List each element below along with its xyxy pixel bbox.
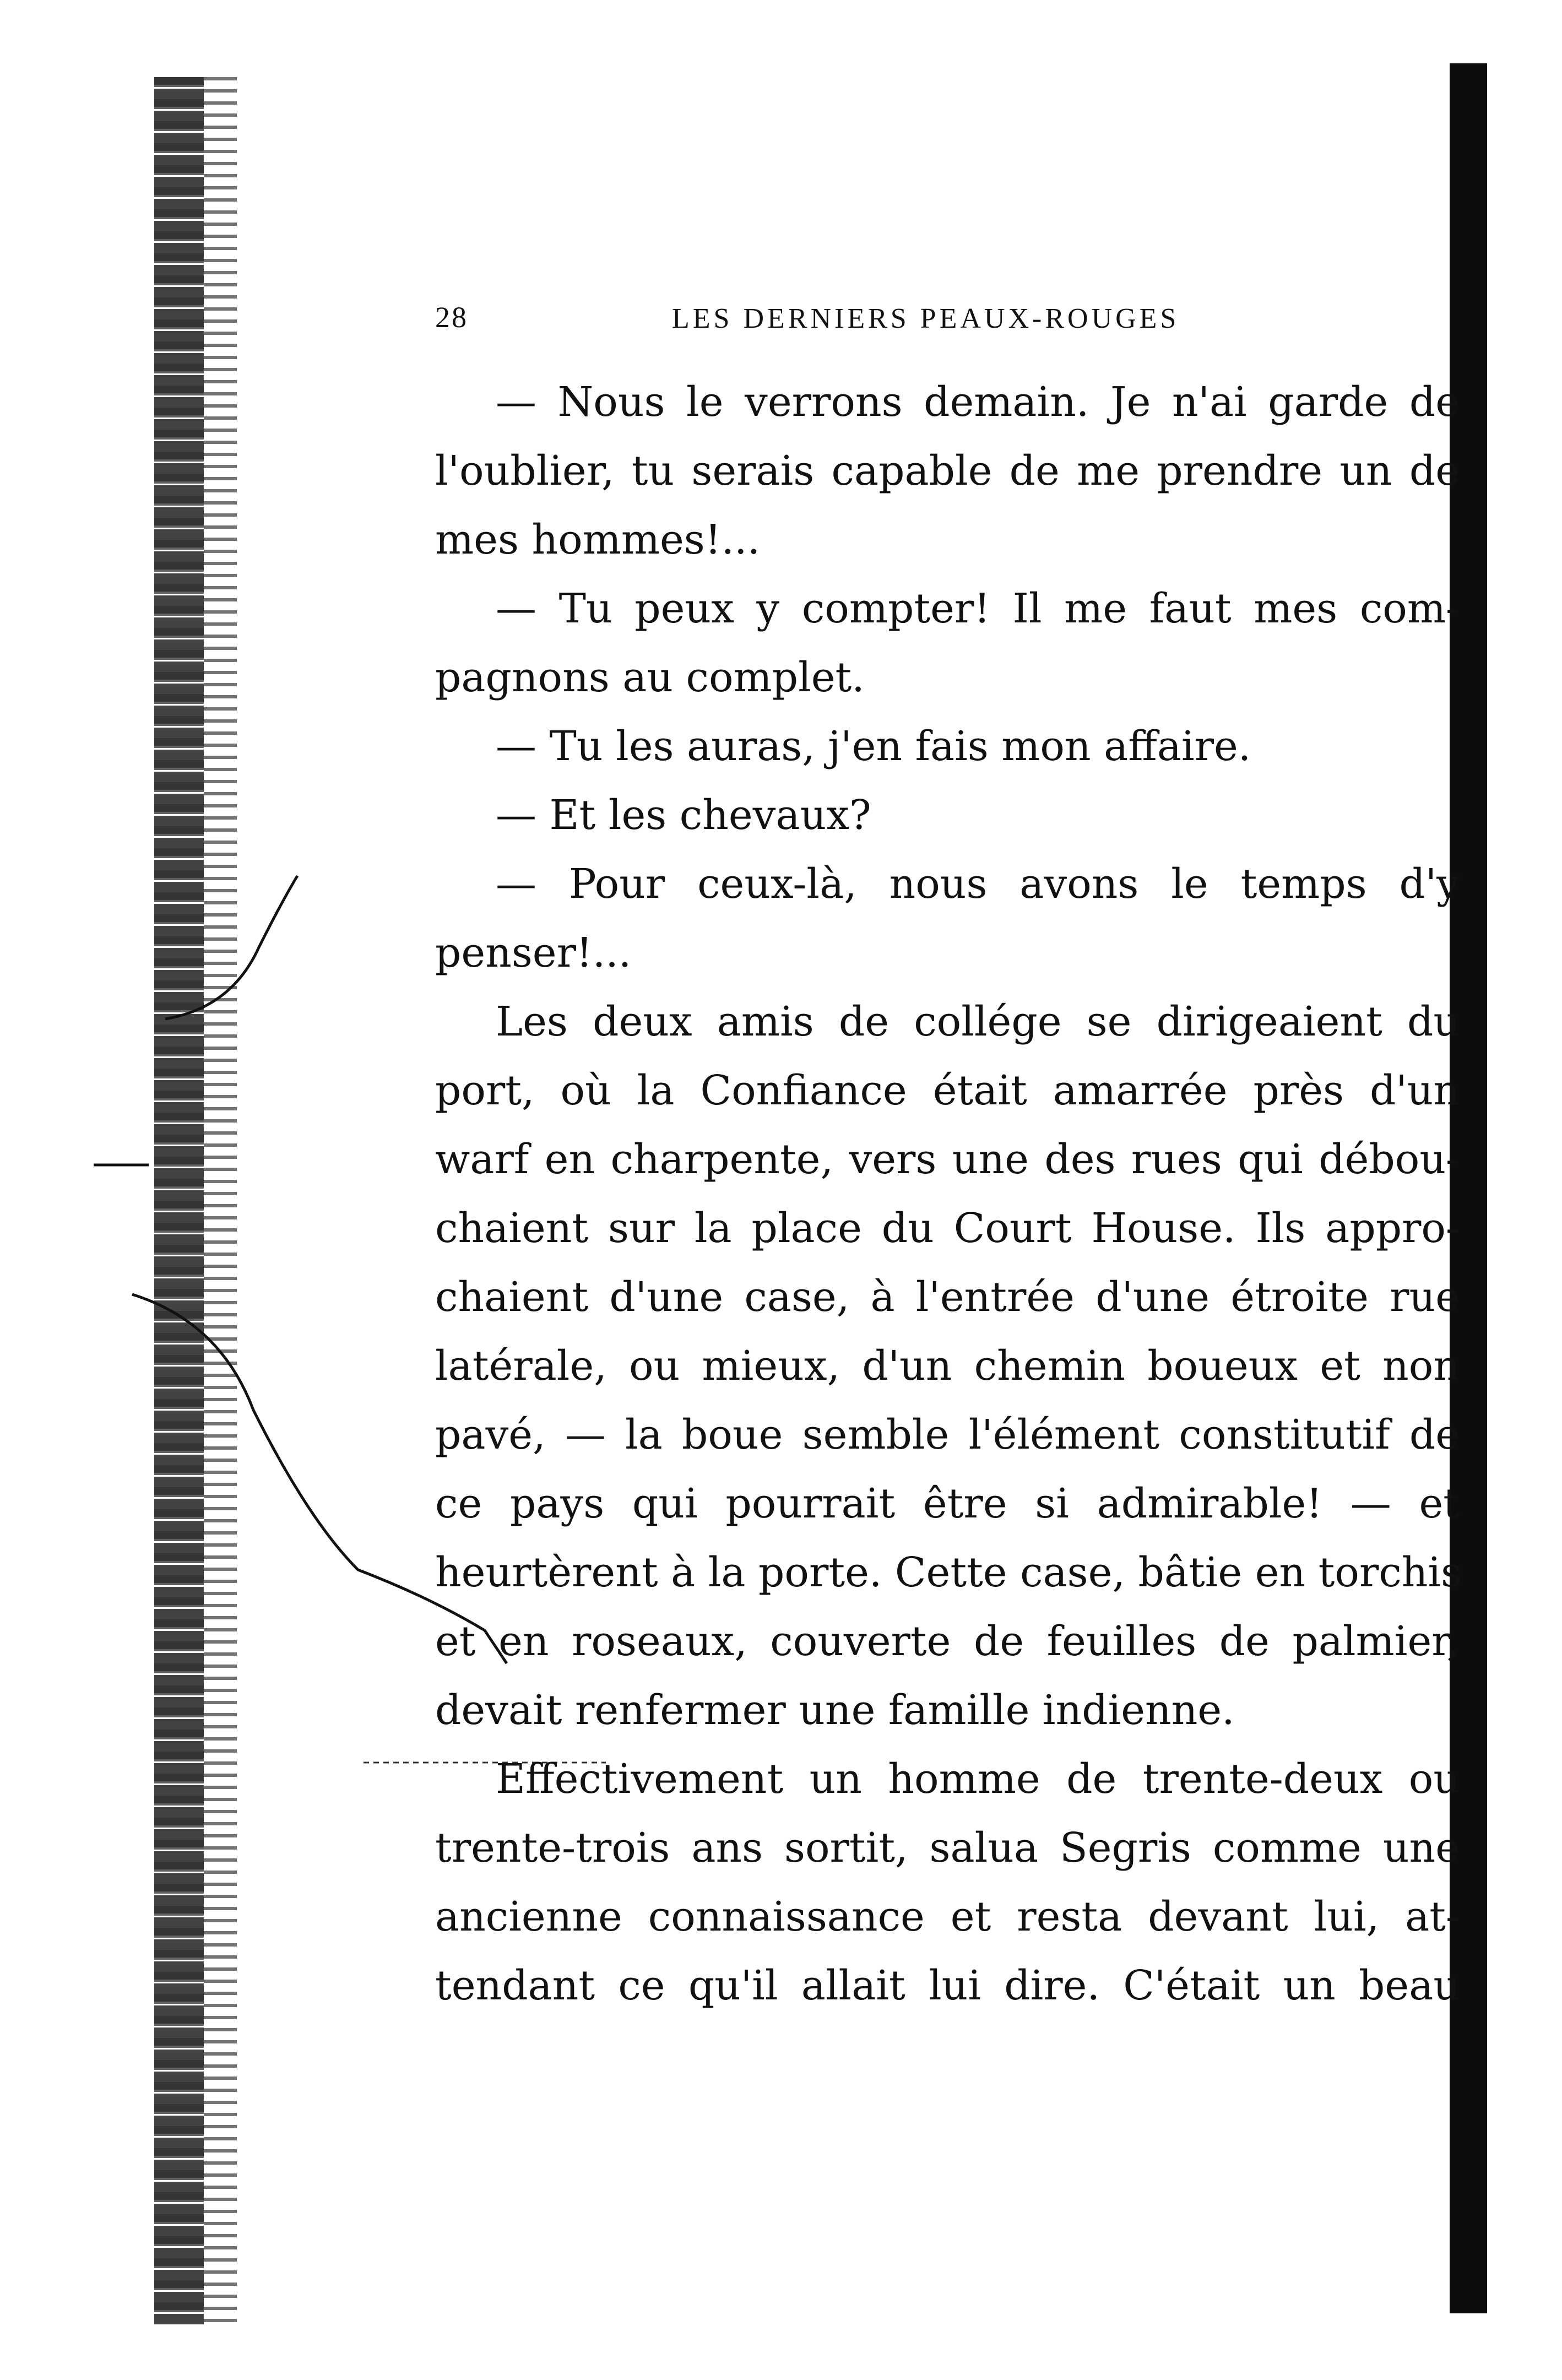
text-line: l'oublier, tu serais capable de me prendre un de [435,447,1460,495]
text-line: heurtèrent à la porte. Cette case, bâtie en torchis [435,1549,1462,1596]
text-line: pavé, — la boue semble l'élément constitutif de [435,1411,1460,1459]
text-line: ce pays qui pourrait être si admirable! — et [435,1480,1460,1527]
text-line: pagnons au complet. [435,654,865,701]
page-number: 28 [435,301,468,334]
text-line: Effectivement un homme de trente-deux ou [496,1755,1460,1803]
text-line: mes hommes!... [435,516,761,563]
binding-shadow-fringe [204,77,237,2324]
text-line: Les deux amis de collége se dirigeaient du [496,998,1460,1045]
binding-shadow [154,77,204,2324]
text-line: — Tu les auras, j'en fais mon affaire. [496,723,1251,770]
text-line: latérale, ou mieux, d'un chemin boueux et non [435,1342,1460,1390]
text-line: — Et les chevaux? [496,791,871,839]
text-line: ancienne connaissance et resta devant lui, at- [435,1893,1460,1940]
text-line: devait renfermer une famille indienne. [435,1687,1235,1734]
text-line: trente-trois ans sortit, salua Segris comme une [435,1824,1460,1872]
body-text [435,368,1460,2020]
text-line: — Nous le verrons demain. Je n'ai garde de [496,378,1460,426]
text-line: — Tu peux y compter! Il me faut mes com- [496,585,1460,632]
text-line: chaient sur la place du Court House. Ils appro- [435,1205,1460,1252]
text-line: — Pour ceux-là, nous avons le temps d'y [496,860,1460,908]
running-header [435,300,1421,350]
text-line: tendant ce qu'il allait lui dire. C'était un beau [435,1962,1460,2009]
running-title: LES DERNIERS PEAUX-ROUGES [672,303,1180,334]
text-line: port, où la Confiance était amarrée près d'un [435,1067,1460,1114]
text-line: et en roseaux, couverte de feuilles de palmier, [435,1618,1460,1665]
text-line: warf en charpente, vers une des rues qui débou- [435,1136,1460,1183]
text-line: chaient d'une case, à l'entrée d'une étroite rue [435,1273,1460,1321]
text-line: penser!... [435,929,632,977]
